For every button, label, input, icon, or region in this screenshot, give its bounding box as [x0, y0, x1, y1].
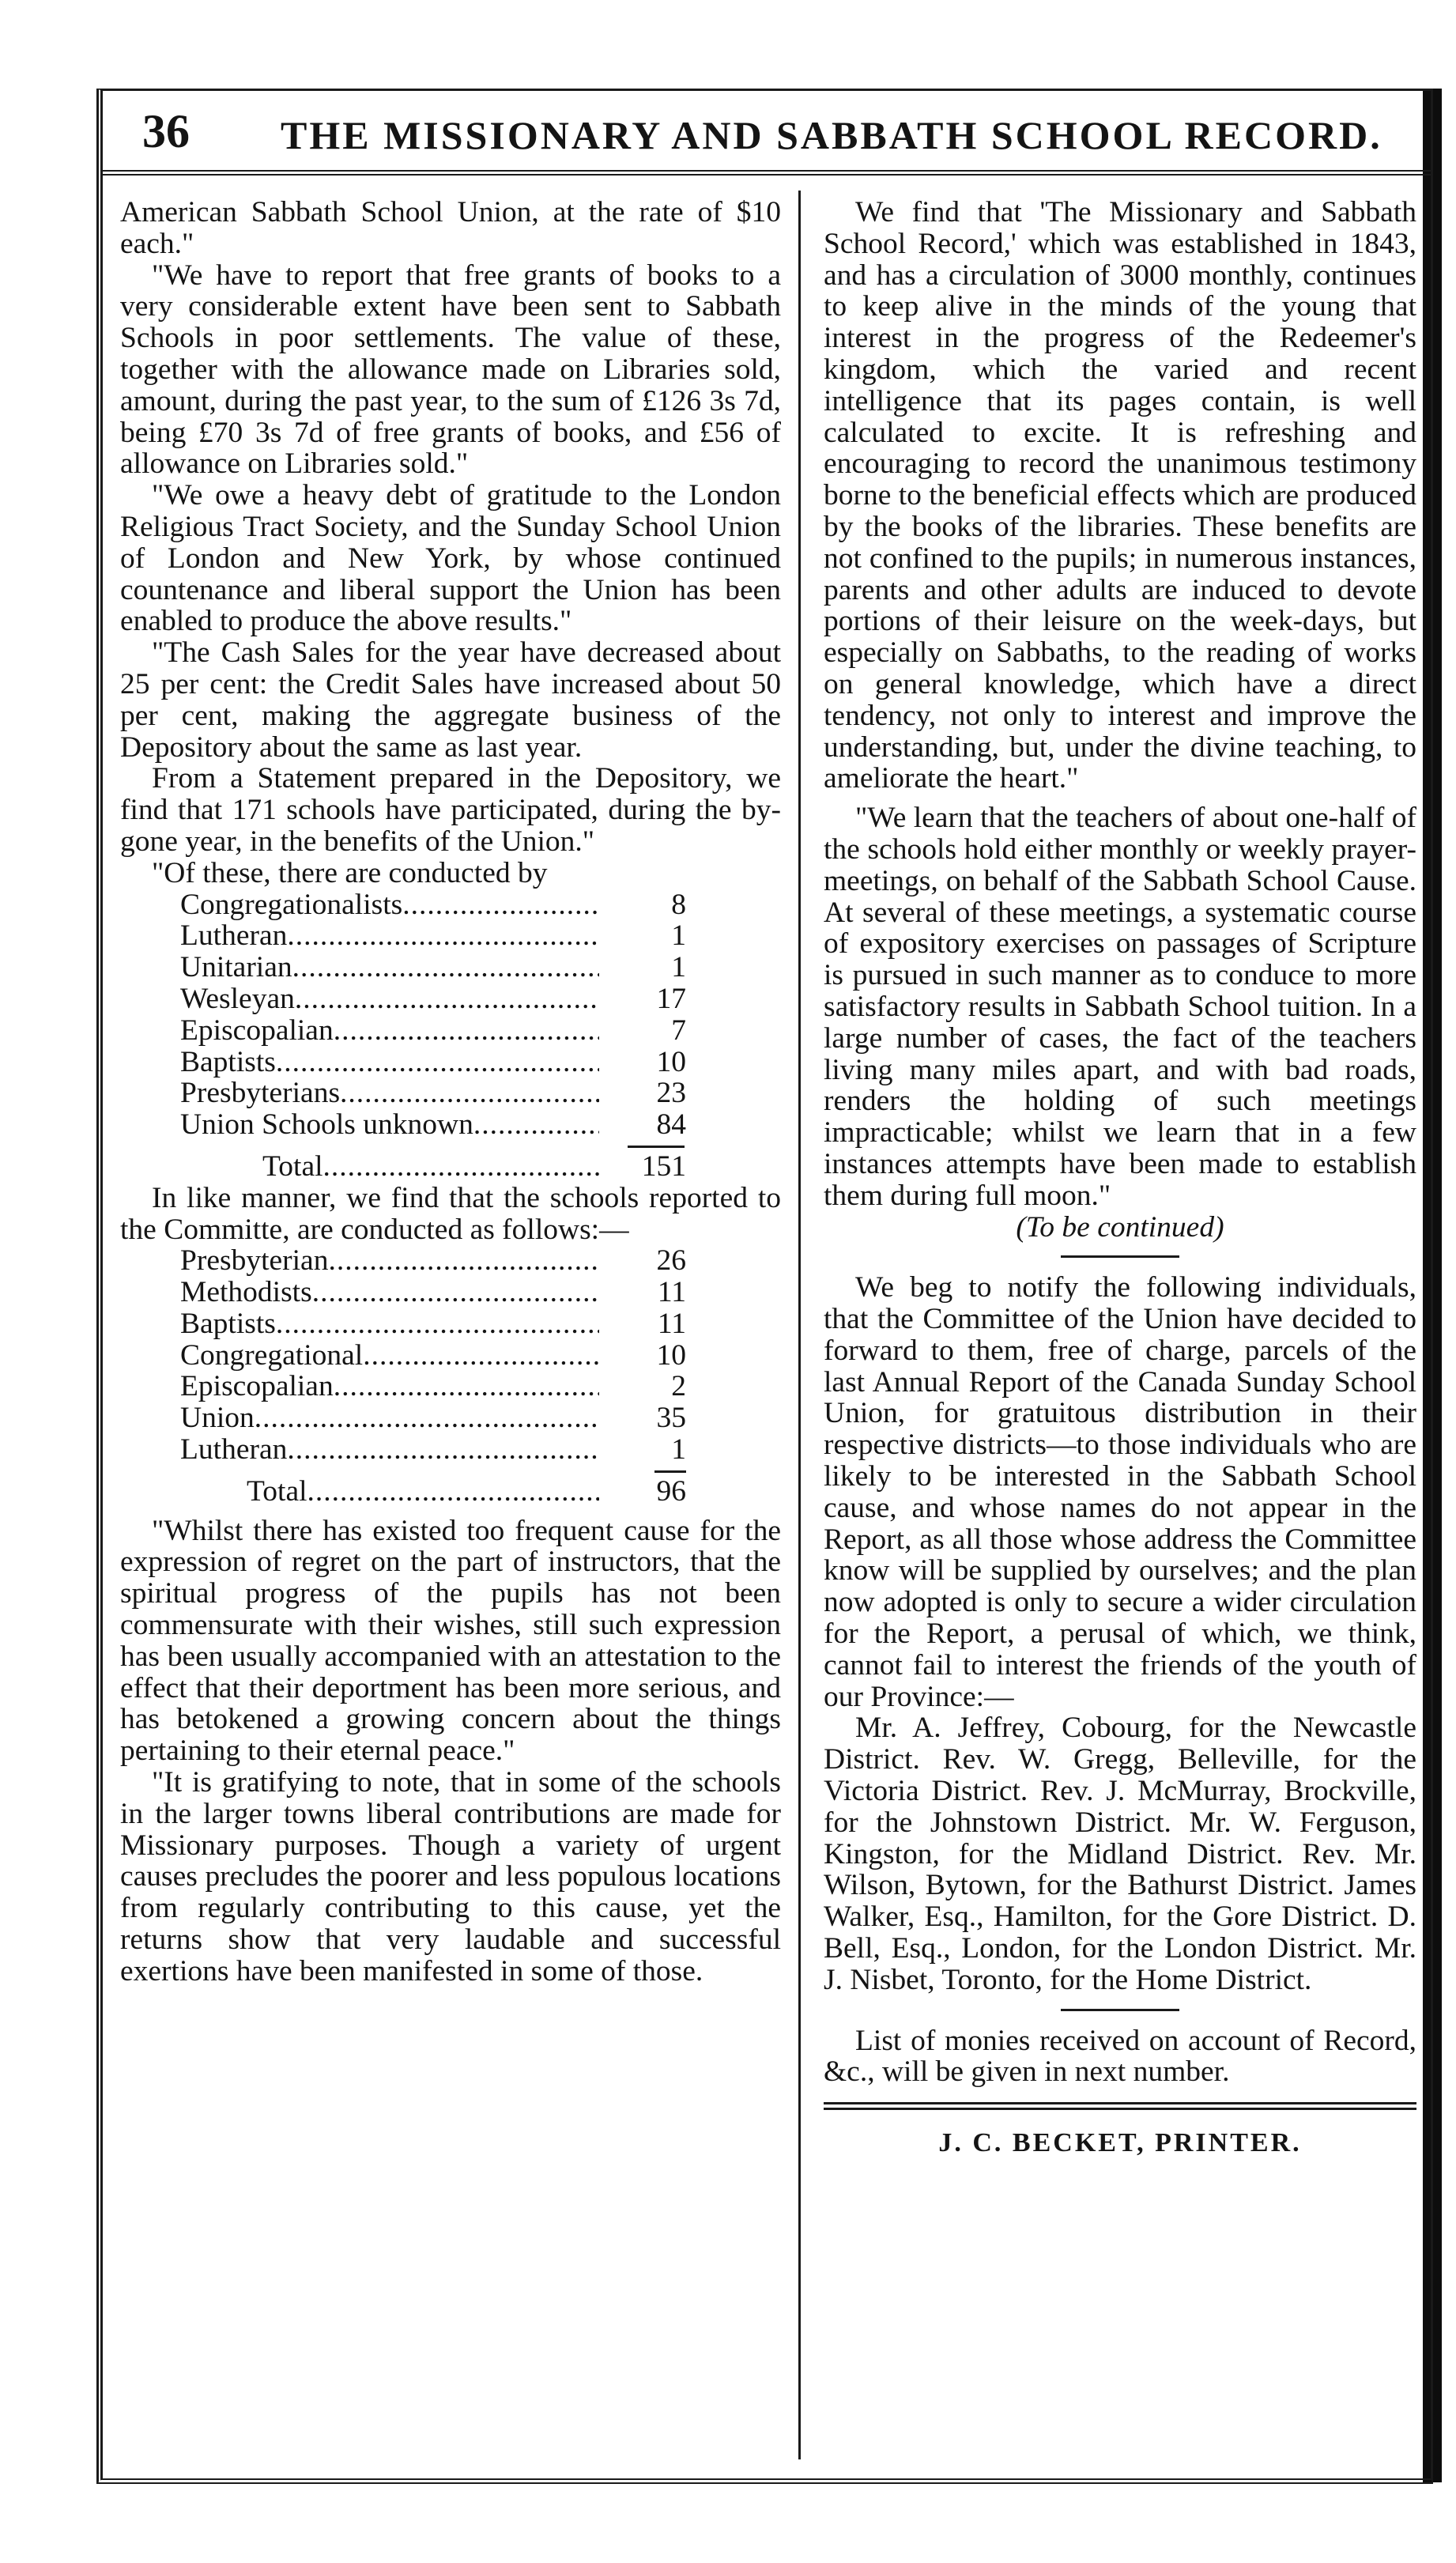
denominations-table-reported [180, 1245, 686, 1466]
page-header [103, 91, 1431, 176]
denominations-table-conducted [180, 889, 686, 1141]
paragraph: "The Cash Sales for the year have decreased about 25 per cent: the Credit Sales have increased about 50 per cent, making the aggregate business of the Depository about the same as last year. [120, 636, 781, 764]
table-row: Unitarian ..... 1 [180, 952, 686, 983]
table-row: Episcopalian ..... 7 [180, 1015, 686, 1047]
page-frame [96, 89, 1433, 2484]
table-row: Methodists ..... 11 [180, 1277, 686, 1308]
table-row: Congregationalists ..... 8 [180, 889, 686, 921]
paragraph: "We learn that the teachers of about one-half of the schools hold either monthly or weekly prayer-meetings, on behalf of the Sabbath School Cause. At several of these meetings, a systematic course of expository exercises on passages of Scripture is pursued in such manner as to conduce to more satisfactory results in Sabbath School tuition. In a large number of cases, the fact of the teachers living many miles apart, and with bad roads, renders the holding of such meetings impracticable; whilst we learn that in a few instances attempts have been made to establish them during full moon." [824, 802, 1416, 1212]
right-column [824, 197, 1416, 2159]
table-row: Lutheran ..... 1 [180, 1434, 686, 1466]
paragraph: "Of these, there are conducted by [152, 856, 548, 889]
table-row: Baptists ..... 11 [180, 1308, 686, 1340]
table-row: Baptists ..... 10 [180, 1047, 686, 1078]
paragraph: List of monies received on account of Record, &c., will be given in next number. [824, 2024, 1416, 2089]
paragraph: "We have to report that free grants of books to a very considerable extent have been sent to Sabbath Schools in poor settlements. The value of these, together with the allowance made on Libraries sold, amount, during the past year, to the sum of £126 3s 7d, being £70 3s 7d of free grants of books, and £56 of allowance on Libraries sold." [120, 259, 781, 481]
to-be-continued: (To be continued) [1016, 1210, 1224, 1244]
paragraph: From a Statement prepared in the Depository, we find that 171 schools have participated, during the by-gone year, in the benefits of the Union." [120, 762, 781, 858]
paragraph: Mr. A. Jeffrey, Cobourg, for the Newcastle District. Rev. W. Gregg, Belleville, for the Victoria District. Rev. J. McMurray, Brockville, for the Johnstown District. Mr. W. Ferguson, Kingston, for the Midland District. Rev. Mr. Wilson, Bytown, for the Bathurst District. James Walker, Esq., Hamilton, for the Gore District. D. Bell, Esq., London, for the London District. Mr. J. Nisbet, Toronto, for the Home District. [824, 1712, 1416, 1996]
paragraph: We find that 'The Missionary and Sabbath School Record,' which was established in 1843, and has a circulation of 3000 monthly, continues to keep alive in the minds of the young that interest in the progress of the Redeemer's kingdom, which the varied and recent intelligence that its pages contain, is well calculated to excite. It is refreshing and encouraging to record the unanimous testimony borne to the beneficial effects which are produced by the books of the libraries. These benefits are not confined to the pupils; in numerous instances, parents and other adults are induced to devote portions of their leisure on the week-days, but especially on Sabbaths, to the reading of works on general knowledge, which have a direct tendency, not only to interest and improve the understanding, but, under the divine teaching, to ameliorate the heart." [824, 196, 1416, 795]
section-rule [1061, 2009, 1179, 2011]
table-row: Union ..... 35 [180, 1402, 686, 1434]
footer-rule [824, 2108, 1416, 2110]
table-row: Lutheran ..... 1 [180, 920, 686, 952]
table-row: Wesleyan ..... 17 [180, 983, 686, 1015]
section-rule [1061, 1255, 1179, 1258]
table-row: Congregational ..... 10 [180, 1340, 686, 1372]
journal-title: THE MISSIONARY AND SABBATH SCHOOL RECORD. [281, 113, 1382, 157]
total-rule [654, 1470, 686, 1473]
footer-rule [824, 2102, 1416, 2104]
total-rule [628, 1146, 685, 1148]
paragraph: "We owe a heavy debt of gratitude to the London Religious Tract Society, and the Sunday School Union of London and New York, by whose continued countenance and liberal support the Union has been enabled to produce the above results." [120, 479, 781, 638]
table-row: Presbyterians ..... 23 [180, 1078, 686, 1109]
table-row: Union Schools unknown ..... 84 [180, 1109, 686, 1141]
table-row: Presbyterian ..... 26 [180, 1245, 686, 1277]
page-number: 36 [142, 105, 190, 157]
column-divider [798, 191, 801, 2459]
paragraph: In like manner, we find that the schools reported to the Committe, are conducted as follows:— [120, 1181, 781, 1246]
paragraph: "It is gratifying to note, that in some of the schools in the larger towns liberal contributions are made for Missionary purposes. Though a variety of urgent causes precludes the poorer and less populous locations from regularly contributing to this cause, yet the returns show that very laudable and successful exertions have been manifested in some of those. [120, 1766, 781, 1987]
printer-imprint: J. C. BECKET, PRINTER. [938, 2128, 1302, 2158]
table-row: Episcopalian ..... 2 [180, 1371, 686, 1402]
total-row-reported: Total ..... 96 [247, 1476, 686, 1508]
total-row-conducted: Total ..... 151 [262, 1151, 686, 1183]
paragraph: "Whilst there has existed too frequent cause for the expression of regret on the part of instructors, that the spiritual progress of the pupils has not been commensurate with their wishes, still such expression has been usually accompanied with an attestation to the effect that their deportment has been more serious, and has betokened a growing concern about the things pertaining to their eternal peace." [120, 1514, 781, 1768]
paragraph: We beg to notify the following individuals, that the Committee of the Union have decided to forward to them, free of charge, parcels of the last Annual Report of the Canada Sunday School Union, for gratuitous distribution in their respective districts—to those individuals who are likely to be interested in the Sabbath School cause, and whose names do not appear in the Report, as all those whose address the Committee know will be supplied by ourselves; and the plan now adopted is only to secure a wider circulation for the Report, a perusal of which, we think, cannot fail to interest the friends of the youth of our Province:— [824, 1271, 1416, 1713]
paragraph: American Sabbath School Union, at the rate of $10 each." [120, 196, 781, 260]
left-column [120, 197, 781, 1987]
